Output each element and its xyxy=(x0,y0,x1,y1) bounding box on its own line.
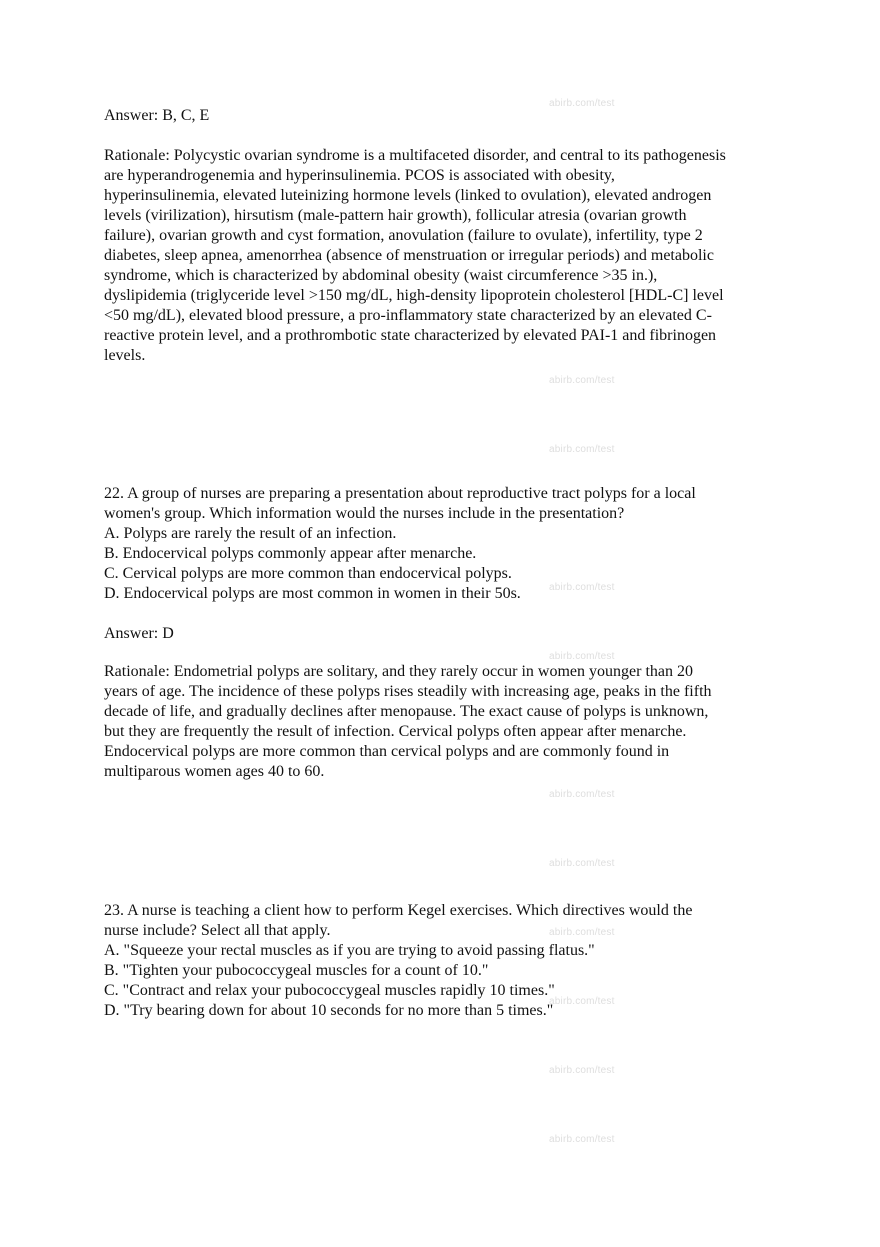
answer-option: C. Cervical polyps are more common than endocervical polyps. xyxy=(104,565,512,582)
rationale-line: levels. xyxy=(104,347,146,364)
answer-option: D. Endocervical polyps are most common in women in their 50s. xyxy=(104,585,521,602)
rationale-line: <50 mg/dL), elevated blood pressure, a pro-inflammatory state characterized by an elevated C- xyxy=(104,307,712,324)
watermark: abirb.com/test xyxy=(549,858,615,869)
watermark: abirb.com/test xyxy=(549,98,615,109)
watermark: abirb.com/test xyxy=(549,1065,615,1076)
answer-option: A. Polyps are rarely the result of an infection. xyxy=(104,525,397,542)
answer-line: Answer: B, C, E xyxy=(104,107,210,124)
answer-option: B. Endocervical polyps commonly appear after menarche. xyxy=(104,545,477,562)
question-stem: women's group. Which information would the nurses include in the presentation? xyxy=(104,505,625,522)
rationale-line: diabetes, sleep apnea, amenorrhea (absence of menstruation or irregular periods) and metabolic xyxy=(104,247,714,264)
watermark: abirb.com/test xyxy=(549,651,615,662)
answer-option: A. "Squeeze your rectal muscles as if you are trying to avoid passing flatus." xyxy=(104,942,595,959)
rationale-line: syndrome, which is characterized by abdominal obesity (waist circumference >35 in.), xyxy=(104,267,658,284)
rationale-line: Rationale: Polycystic ovarian syndrome is a multifaceted disorder, and central to its pathogenesis xyxy=(104,147,726,164)
rationale-line: years of age. The incidence of these polyps rises steadily with increasing age, peaks in the fifth xyxy=(104,683,712,700)
rationale-line: reactive protein level, and a prothrombotic state characterized by elevated PAI-1 and fibrinogen xyxy=(104,327,717,344)
question-stem: 22. A group of nurses are preparing a presentation about reproductive tract polyps for a local xyxy=(104,485,696,502)
answer-option: C. "Contract and relax your pubococcygeal muscles rapidly 10 times." xyxy=(104,982,555,999)
answer-option: B. "Tighten your pubococcygeal muscles for a count of 10." xyxy=(104,962,489,979)
rationale-line: multiparous women ages 40 to 60. xyxy=(104,763,325,780)
watermark: abirb.com/test xyxy=(549,375,615,386)
rationale-line: Rationale: Endometrial polyps are solitary, and they rarely occur in women younger than 20 xyxy=(104,663,694,680)
rationale-line: hyperinsulinemia, elevated luteinizing hormone levels (linked to ovulation), elevated androgen xyxy=(104,187,712,204)
watermark: abirb.com/test xyxy=(549,996,615,1007)
answer-line: Answer: D xyxy=(104,625,174,642)
answer-option: D. "Try bearing down for about 10 seconds for no more than 5 times." xyxy=(104,1002,554,1019)
rationale-line: but they are frequently the result of infection. Cervical polyps often appear after menarche. xyxy=(104,723,687,740)
watermark: abirb.com/test xyxy=(549,927,615,938)
rationale-line: failure), ovarian growth and cyst formation, anovulation (failure to ovulate), infertility, type 2 xyxy=(104,227,703,244)
rationale-line: decade of life, and gradually declines after menopause. The exact cause of polyps is unknown, xyxy=(104,703,709,720)
rationale-line: Endocervical polyps are more common than cervical polyps and are commonly found in xyxy=(104,743,670,760)
watermark: abirb.com/test xyxy=(549,1134,615,1145)
question-stem: 23. A nurse is teaching a client how to perform Kegel exercises. Which directives would the xyxy=(104,902,693,919)
watermark: abirb.com/test xyxy=(549,444,615,455)
rationale-line: dyslipidemia (triglyceride level >150 mg/dL, high-density lipoprotein cholesterol [HDL-C] level xyxy=(104,287,724,304)
watermark: abirb.com/test xyxy=(549,789,615,800)
question-stem: nurse include? Select all that apply. xyxy=(104,922,331,939)
watermark: abirb.com/test xyxy=(549,582,615,593)
rationale-line: levels (virilization), hirsutism (male-pattern hair growth), follicular atresia (ovarian growth xyxy=(104,207,687,224)
rationale-line: are hyperandrogenemia and hyperinsulinemia. PCOS is associated with obesity, xyxy=(104,167,615,184)
